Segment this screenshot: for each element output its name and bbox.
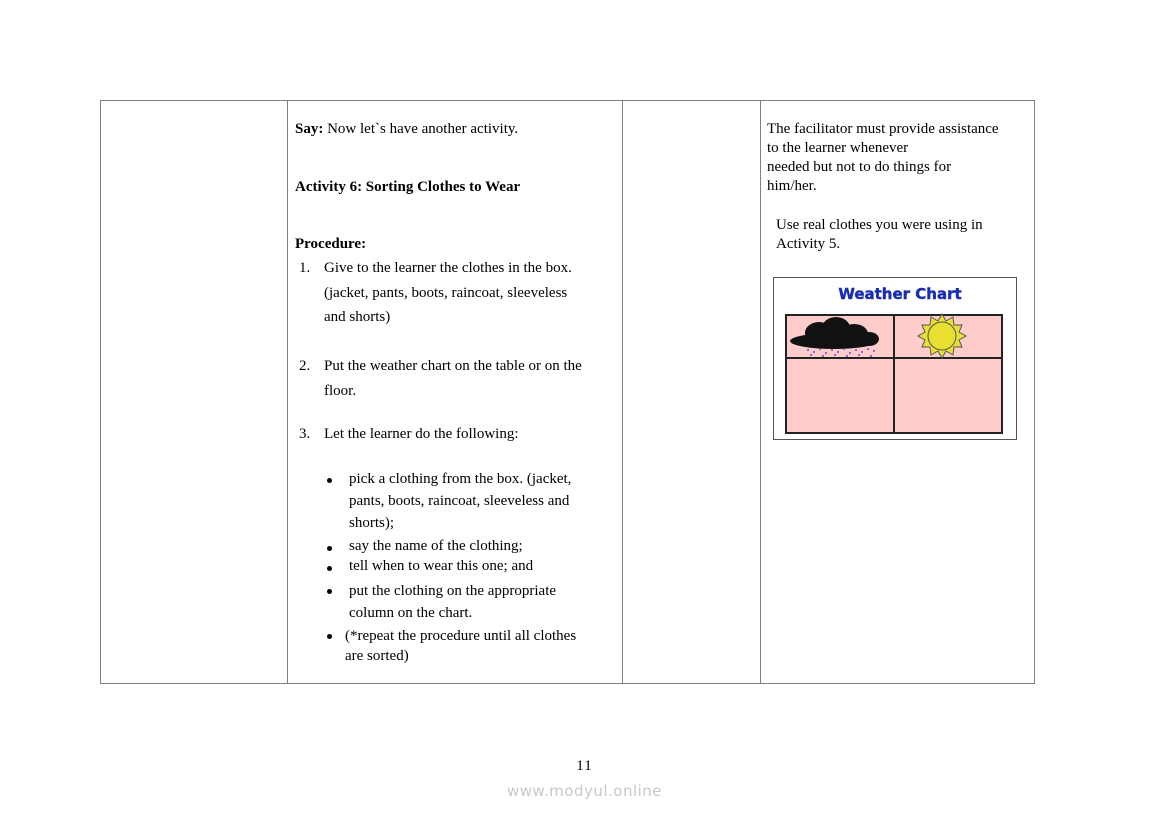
note-line: needed but not to do things for: [767, 159, 952, 175]
bullet-item: [345, 626, 576, 666]
weather-chart-title: Weather Chart: [838, 285, 962, 303]
step-number: 1.: [299, 260, 311, 276]
bullet-dot: [327, 589, 332, 594]
bullet-line: shorts);: [349, 515, 394, 531]
bullet-dot: [327, 566, 332, 571]
column-divider: [287, 101, 288, 683]
bullet-item: [349, 580, 556, 624]
say-text: Now let`s have another activity.: [323, 121, 519, 137]
step-line: Let the learner do the following:: [324, 426, 519, 442]
bullet-line: (*repeat the procedure until all clothes: [345, 628, 577, 644]
facilitator-note: [767, 120, 999, 196]
step-line: Put the weather chart on the table or on the: [324, 358, 582, 374]
step-line: and shorts): [324, 309, 391, 325]
step-line: (jacket, pants, boots, raincoat, sleeveless: [324, 284, 568, 301]
procedure-label: Procedure:: [295, 236, 367, 252]
page-number: 11: [576, 758, 593, 774]
say-line: [295, 120, 518, 139]
step-number: 2.: [299, 358, 311, 374]
step-number: 3.: [299, 426, 311, 442]
bullet-item: tell when to wear this one; and: [349, 558, 534, 574]
watermark: www.modyul.online: [506, 782, 663, 800]
note-line: him/her.: [767, 178, 817, 194]
note-line: Use real clothes you were using in: [776, 217, 983, 233]
weather-chart-graphic: [774, 278, 1016, 439]
step-line: floor.: [324, 382, 357, 399]
say-label: Say:: [295, 121, 324, 137]
bullet-dot: [327, 546, 332, 551]
bullet-line: pants, boots, raincoat, sleeveless and: [349, 493, 570, 509]
real-clothes-note: [776, 216, 983, 254]
activity-title: Activity 6: Sorting Clothes to Wear: [295, 179, 521, 195]
note-line: to the learner whenever: [767, 140, 909, 156]
bullet-line: pick a clothing from the box. (jacket,: [349, 471, 572, 487]
bullet-item: [349, 468, 571, 534]
bullet-dot: [327, 478, 332, 483]
step-text: [324, 354, 582, 403]
step-line: Give to the learner the clothes in the box.: [324, 260, 572, 276]
column-divider: [622, 101, 623, 683]
column-divider: [760, 101, 761, 683]
note-line: Activity 5.: [776, 236, 841, 252]
bullet-dot: [327, 634, 332, 639]
bullet-line: column on the chart.: [349, 605, 473, 621]
bullet-item: say the name of the clothing;: [349, 538, 523, 554]
step-text: [324, 256, 572, 330]
weather-chart: [773, 277, 1017, 440]
bullet-line: put the clothing on the appropriate: [349, 583, 557, 599]
bullet-line: are sorted): [345, 648, 409, 664]
note-line: The facilitator must provide assistance: [767, 121, 999, 137]
step-text: [324, 422, 519, 447]
